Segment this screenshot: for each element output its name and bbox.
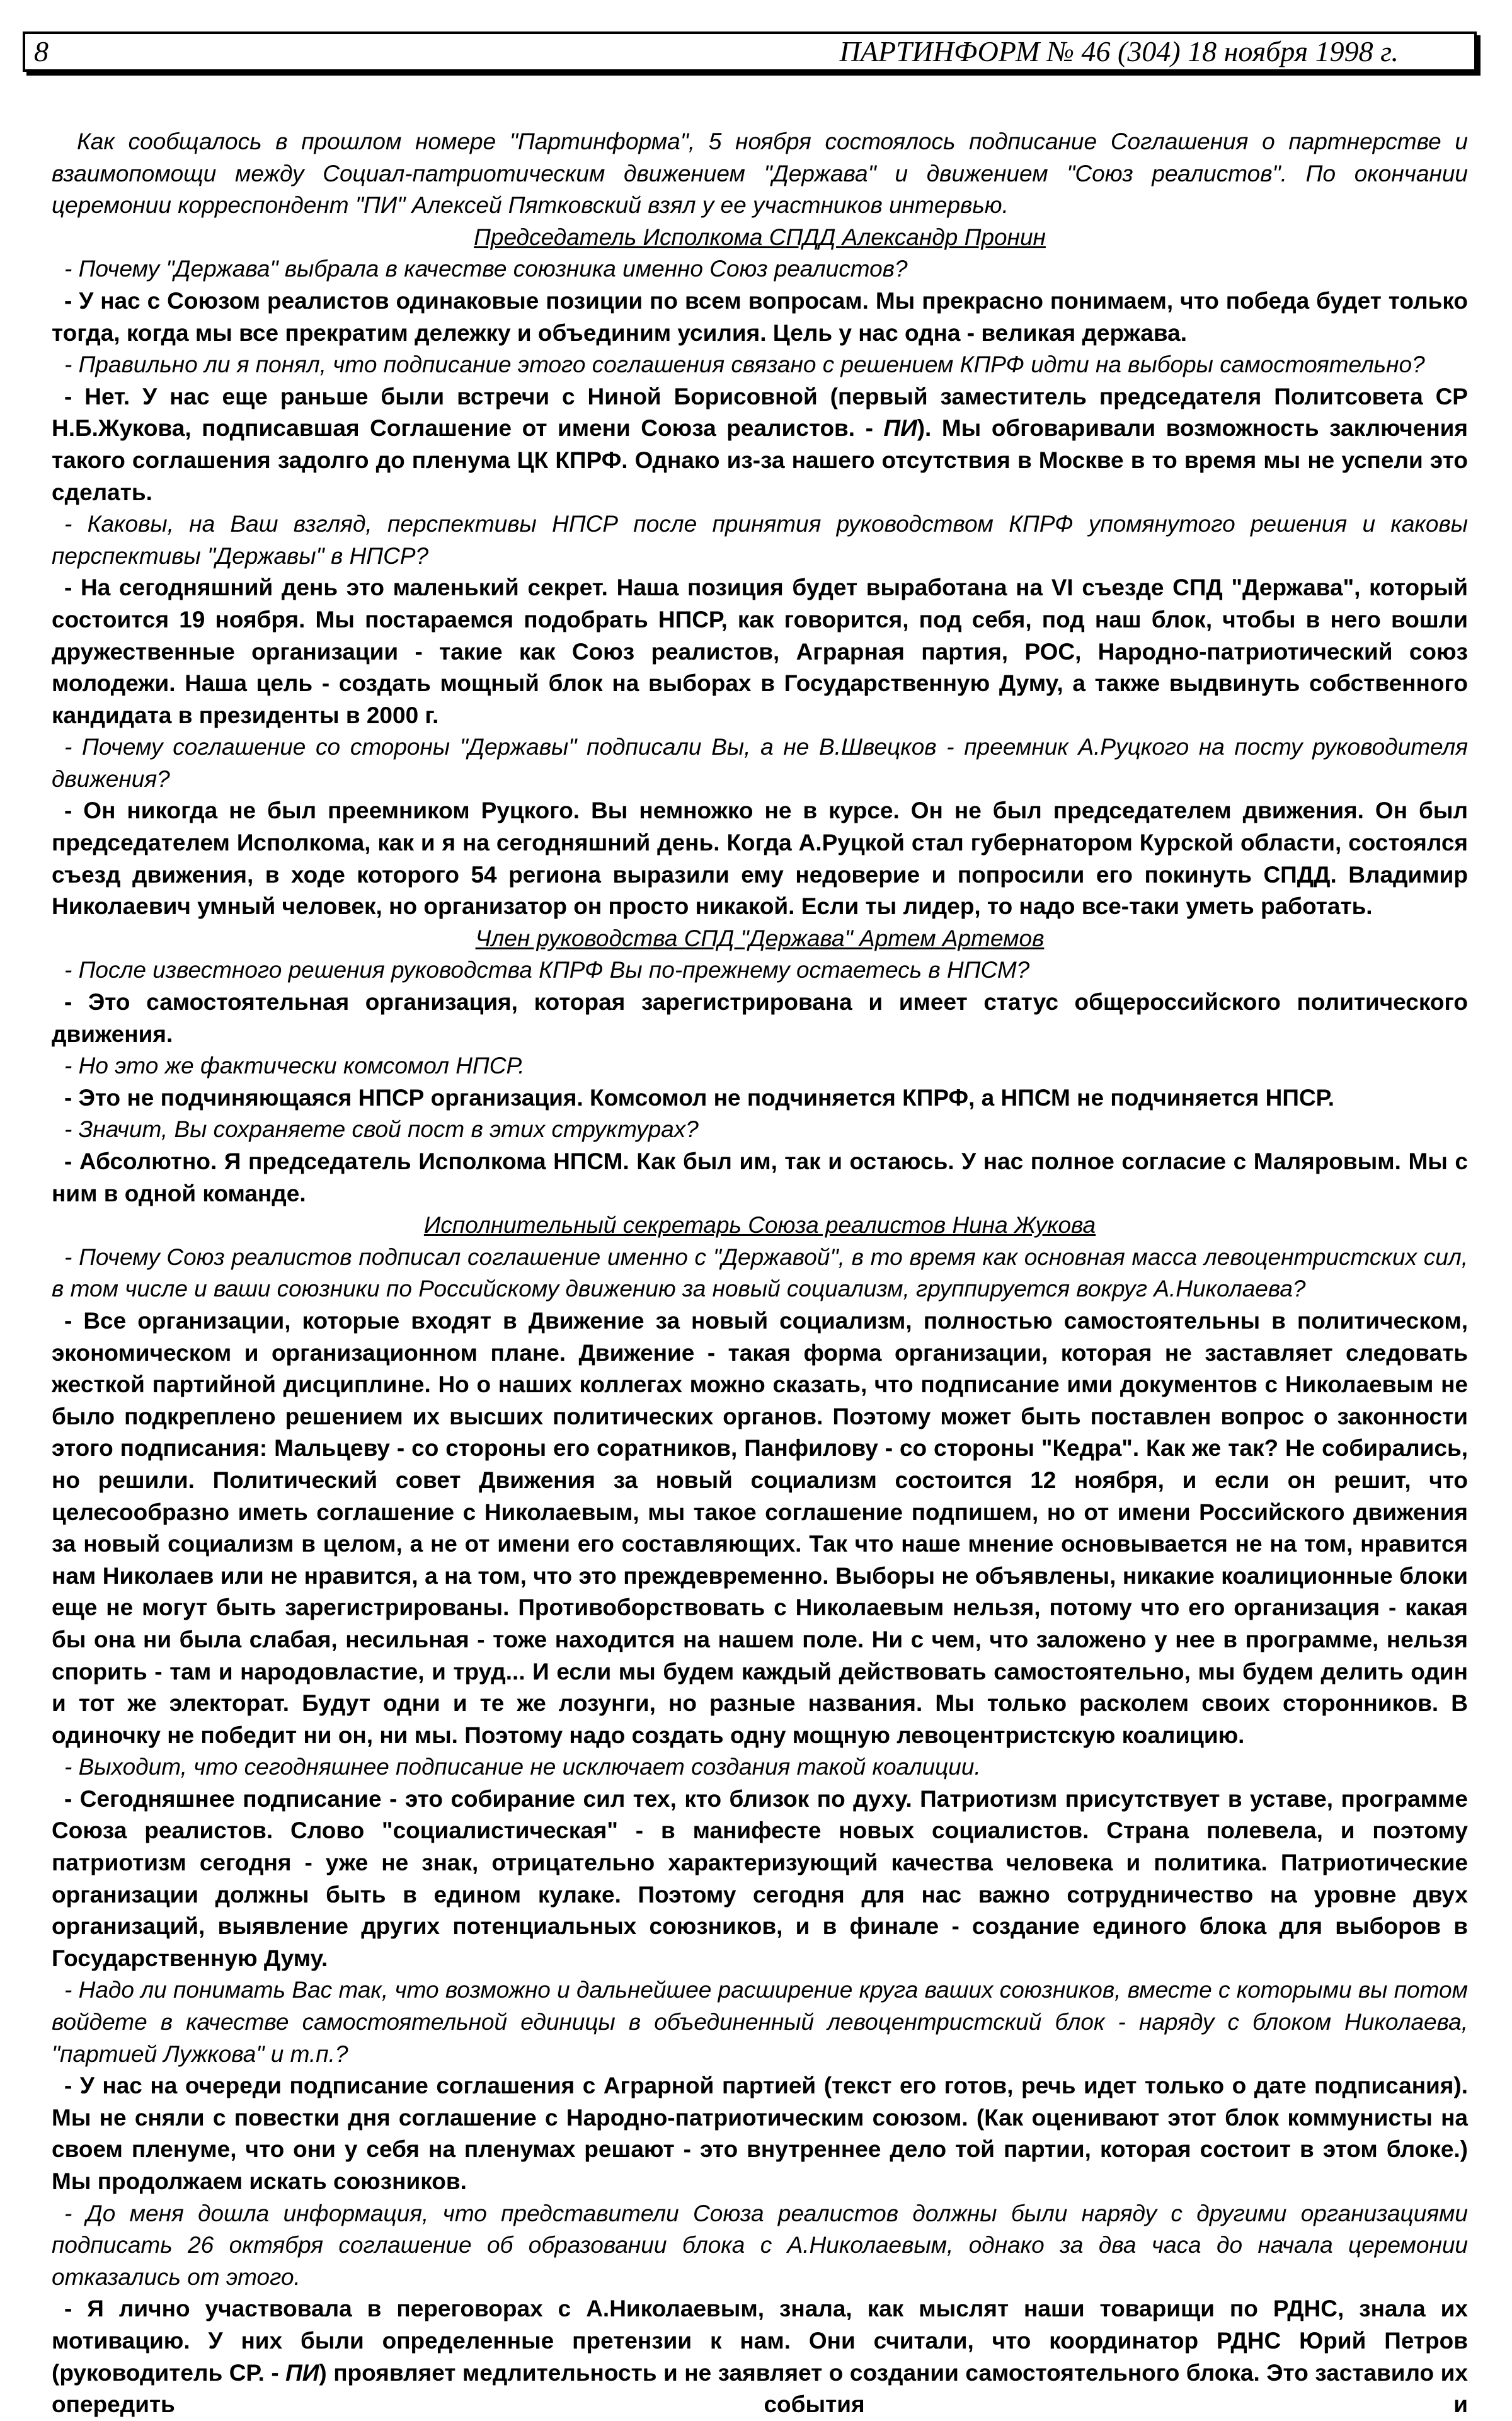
- source-abbreviation: ПИ: [883, 415, 917, 442]
- answer-paragraph: [52, 795, 1468, 922]
- paragraph-text: - Но это же фактически комсомол НПСР.: [64, 1053, 525, 1079]
- answer-paragraph: [52, 1082, 1468, 1114]
- paragraph-text: - Он никогда не был преемником Руцкого. Вы немножко не в курсе. Он не был председателем движения. Он был председателем Исполкома, как и я на сегодняшний день. Когда А.Руцкой стал губернатором Курской области, состоялся съезд движения, в ходе которого 54 региона выразили ему недоверие и попросили его покинуть СПДД. Владимир Николаевич умный человек, но организатор он просто никакой. Если ты лидер, то надо все-таки уметь работать.: [52, 798, 1468, 920]
- answer-paragraph: [52, 987, 1468, 1050]
- speaker-heading: [52, 923, 1468, 955]
- speaker-heading: [52, 222, 1468, 254]
- paragraph-text: - Все организации, которые входят в Движение за новый социализм, полностью самостоятельны в политическом, экономическом и организационном плане. Движение - такая форма организации, которая не заставляет следовать жесткой партийной дисциплине. Но о наших коллегах можно сказать, что подписание ими документов с Николаевым не было подкреплено решением их высших политических органов. Поэтому может быть поставлен вопрос о законности этого подписания: Мальцеву - со стороны его соратников, Панфилову - со стороны "Кедра". Как же так? Не собирались, но решили. Политический совет Движения за новый социализм состоится 12 ноября, и если он решит, что целесообразно иметь соглашение с Николаевым, мы такое соглашение подпишем, но от имени Российского движения за новый социализм в целом, а не от имени его составляющих. Так что наше мнение основывается не на том, нравится нам Николаев или не нравится, а на том, что это преждевременно. Выборы не объявлены, никакие коалиционные блоки еще не могут быть зарегистрированы. Противоборствовать с Николаевым нельзя, потому что его организация - какая бы она ни была слабая, несильная - тоже находится на нашем поле. Ни с чем, что заложено у нее в программе, нельзя спорить - там и народовластие, и труд... И если мы будем каждый действовать самостоятельно, мы будем делить один и тот же электорат. Будут одни и те же лозунги, но разные названия. Мы только расколем своих сторонников. В одиночку не победит ни он, ни мы. Поэтому надо создать одну мощную левоцентристскую коалицию.: [52, 1307, 1468, 1748]
- paragraph-text: ). Мы обговаривали возможность заключения такого соглашения задолго до пленума ЦК КПРФ. Однако из-за нашего отсутствия в Москве в то время мы не успели это сделать.: [52, 415, 1468, 505]
- paragraph-text: - На сегодняшний день это маленький секрет. Наша позиция будет выработана на VI съезде СПД "Держава", который состоится 19 ноября. Мы постараемся подобрать НПСР, как говорится, под себя, под наш блок, чтобы в него вошли дружественные организации - такие как Союз реалистов, Аграрная партия, РОС, Народно-патриотический союз молодежи. Наша цель - создать мощный блок на выборах в Государственную Думу, а также выдвинуть собственного кандидата в президенты в 2000 г.: [52, 575, 1468, 728]
- question-paragraph: [52, 508, 1468, 572]
- question-paragraph: [52, 1751, 1468, 1783]
- paragraph-text: Председатель Исполкома СПДД Александр Пронин: [474, 224, 1046, 250]
- question-paragraph: [52, 954, 1468, 987]
- paragraph-text: - Я лично участвовала в переговорах с А.Николаевым, знала, как мыслят наши товарищи по РДНС, знала их мотивацию. У них были определенные претензии к нам. Они считали, что координатор РДНС Юрий Петров (руководитель СР. -: [52, 2296, 1468, 2386]
- question-paragraph: [52, 1114, 1468, 1146]
- answer-paragraph: [52, 285, 1468, 349]
- publication-title: ПАРТИНФОРМ № 46 (304) 18 ноября 1998 г.: [839, 35, 1399, 67]
- answer-paragraph: [52, 1305, 1468, 1751]
- paragraph-text: Член руководства СПД "Держава" Артем Артемов: [475, 925, 1045, 951]
- page-number: 8: [34, 35, 49, 67]
- paragraph-text: - После известного решения руководства КПРФ Вы по-прежнему остаетесь в НПСМ?: [64, 957, 1030, 983]
- paragraph-text: ) проявляет медлительность и не заявляет о создании самостоятельного блока. Это заставило их опередить события и: [52, 2359, 1468, 2418]
- question-paragraph: [52, 2198, 1468, 2294]
- answer-paragraph: [52, 381, 1468, 508]
- paragraph-text: - Сегодняшнее подписание - это собирание сил тех, кто близок по духу. Патриотизм присутствует в уставе, программе Союза реалистов. Слово "социалистическая" - в манифесте новых социалистов. Страна полевела, и поэтому патриотизм сегодня - уже не знак, отрицательно характеризующий качества человека и политика. Патриотические организации должны быть в едином кулаке. Поэтому сегодня для нас важно сотрудничество на уровне двух организаций, выявление других потенциальных союзников, и в финале - создание единого блока для выборов в Государственную Думу.: [52, 1785, 1468, 1971]
- answer-paragraph: [52, 1783, 1468, 1975]
- article-body: [52, 126, 1468, 2421]
- paragraph-text: - До меня дошла информация, что представители Союза реалистов должны были наряду с другими организациями подписать 26 октября соглашение об образовании блока с А.Николаевым, однако за два часа до начала церемонии отказались от этого.: [52, 2200, 1468, 2290]
- paragraph-text: - Надо ли понимать Вас так, что возможно и дальнейшее расширение круга ваших союзников, вместе с которыми вы потом войдете в качестве самостоятельной единицы в объединенный левоцентристский блок - наряду с блоком Николаева, "партией Лужкова" и т.п.?: [52, 1977, 1468, 2067]
- question-paragraph: [52, 731, 1468, 795]
- page-header: [23, 31, 1477, 72]
- paragraph-text: - Нет. У нас еще раньше были встречи с Ниной Борисовной (первый заместитель председателя Политсовета СР Н.Б.Жукова, подписавшая Соглашение от имени Союза реалистов. -: [52, 383, 1468, 442]
- source-abbreviation: ПИ: [285, 2359, 319, 2386]
- paragraph-text: - Это не подчиняющаяся НПСР организация. Комсомол не подчиняется КПРФ, а НПСМ не подчиняется НПСР.: [64, 1084, 1335, 1111]
- paragraph-text: - Значит, Вы сохраняете свой пост в этих структурах?: [64, 1116, 699, 1143]
- paragraph-text: - Это самостоятельная организация, которая зарегистрирована и имеет статус общероссийского политического движения.: [52, 989, 1468, 1047]
- question-paragraph: [52, 1974, 1468, 2070]
- answer-paragraph: [52, 1146, 1468, 1210]
- paragraph-text: - Правильно ли я понял, что подписание этого соглашения связано с решением КПРФ идти на выборы самостоятельно?: [64, 352, 1425, 378]
- question-paragraph: [52, 1242, 1468, 1305]
- paragraph-text: - Почему соглашение со стороны "Державы" подписали Вы, а не В.Швецков - преемник А.Руцкого на посту руководителя движения?: [52, 734, 1468, 792]
- speaker-heading: [52, 1210, 1468, 1242]
- paragraph-text: - У нас с Союзом реалистов одинаковые позиции по всем вопросам. Мы прекрасно понимаем, что победа будет только тогда, когда мы все прекратим дележку и объединим усилия. Цель у нас одна - великая держава.: [52, 287, 1468, 346]
- paragraph-text: - Почему Союз реалистов подписал соглашение именно с "Державой", в то время как основная масса левоцентристских сил, в том числе и ваши союзники по Российскому движению за новый социализм, группируется вокруг А.Николаева?: [52, 1244, 1468, 1302]
- question-paragraph: [52, 1050, 1468, 1082]
- paragraph-text: - У нас на очереди подписание соглашения с Аграрной партией (текст его готов, речь идет только о дате подписания). Мы не сняли с повестки дня соглашение с Народно-патриотическим союзом. (Как оценивают этот блок коммунисты на своем пленуме, что они у себя на пленумах решают - это внутреннее дело той партии, которая состоит в этом блоке.) Мы продолжаем искать союзников.: [52, 2073, 1468, 2194]
- intro-paragraph: [52, 126, 1468, 222]
- paragraph-text: - Почему "Держава" выбрала в качестве союзника именно Союз реалистов?: [64, 256, 908, 282]
- question-paragraph: [52, 349, 1468, 381]
- answer-paragraph: [52, 2070, 1468, 2197]
- answer-paragraph: [52, 2293, 1468, 2420]
- paragraph-text: Как сообщалось в прошлом номере "Партинформа", 5 ноября состоялось подписание Соглашения о партнерстве и взаимопомощи между Социал-патриотическим движением "Держава" и движением "Союз реалистов". По окончании церемонии корреспондент "ПИ" Алексей Пятковский взял у ее участников интервью.: [52, 129, 1468, 219]
- question-paragraph: [52, 253, 1468, 285]
- paragraph-text: - Каковы, на Ваш взгляд, перспективы НПСР после принятия руководством КПРФ упомянутого решения и каковы перспективы "Державы" в НПСР?: [52, 511, 1468, 569]
- paragraph-text: - Абсолютно. Я председатель Исполкома НПСМ. Как был им, так и остаюсь. У нас полное согласие с Маляровым. Мы с ним в одной команде.: [52, 1148, 1468, 1206]
- paragraph-text: - Выходит, что сегодняшнее подписание не исключает создания такой коалиции.: [64, 1754, 981, 1780]
- paragraph-text: Исполнительный секретарь Союза реалистов Нина Жукова: [423, 1212, 1096, 1239]
- answer-paragraph: [52, 572, 1468, 731]
